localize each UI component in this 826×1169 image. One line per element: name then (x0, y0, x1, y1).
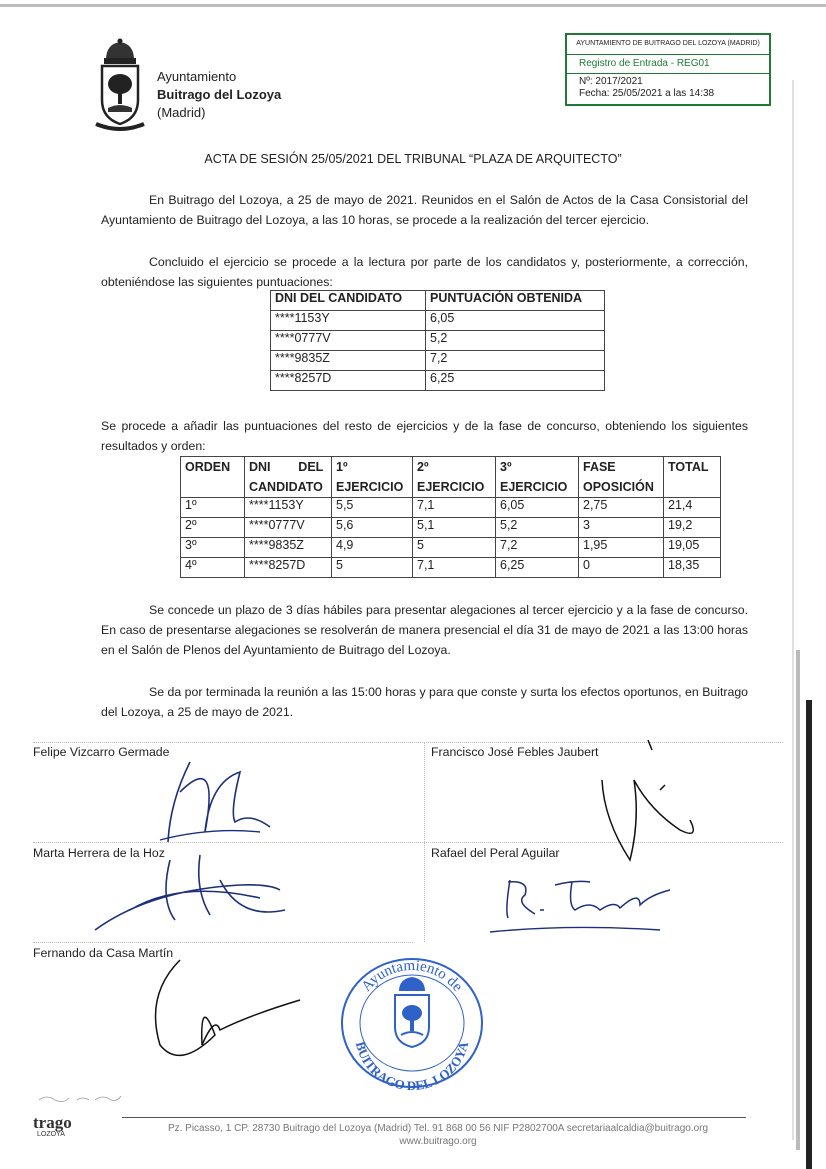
table-cell: 5,2 (426, 331, 605, 351)
signature-divider (33, 942, 413, 943)
scan-top-edge (0, 4, 826, 7)
table-row (181, 538, 721, 558)
handwritten-signature (140, 955, 310, 1075)
header-line-2: Buitrago del Lozoya (157, 87, 282, 102)
table-cell: 5,6 (332, 518, 413, 538)
table-cell: 6,25 (426, 371, 605, 391)
table-cell: 1º (181, 498, 245, 518)
table-cell: 4,9 (332, 538, 413, 558)
paragraph-2 (101, 252, 748, 292)
table-cell: 5,2 (496, 518, 579, 538)
signature-divider (424, 742, 425, 942)
scan-edge-mark (796, 650, 800, 1150)
municipal-crest-icon (92, 38, 148, 132)
scan-edge-mark (792, 80, 794, 1140)
registry-label: Registro de Entrada - REG01 (567, 55, 769, 74)
table-cell: 7,1 (413, 558, 496, 578)
footer-logo-text: trago (33, 1113, 72, 1132)
paragraph-3-text: Se procede a añadir las puntuaciones del resto de ejercicios y de la fase de concurso, obteniendo los siguientes resultados y orden: (101, 419, 748, 453)
paragraph-4-text: Se concede un plazo de 3 días hábiles para presentar alegaciones al tercer ejercicio y a la fase de concurso. En caso de presentarse alegaciones se resolverán de manera presencial el día 31 de mayo de 2021 a las 13:00 horas en el Salón de Plenos del Ayuntamiento de Buitrago del Lozoya. (101, 603, 748, 657)
handwritten-signature (150, 752, 290, 852)
footer-logo-sub: LOZOYA (37, 1131, 65, 1138)
table-cell: 19,05 (664, 538, 721, 558)
official-seal-stamp (337, 955, 487, 1091)
handwritten-signature (90, 850, 290, 940)
table-row (181, 518, 721, 538)
table-cell: 0 (579, 558, 664, 578)
table-header: DNI DEL CANDIDATO (271, 291, 426, 311)
scan-edge-mark (806, 700, 812, 1169)
table-cell: 3º (181, 538, 245, 558)
table-cell: 5,1 (413, 518, 496, 538)
table-header: PUNTUACIÓN OBTENIDA (426, 291, 605, 311)
table-cell: 6,25 (496, 558, 579, 578)
table-cell: ****0777V (271, 331, 426, 351)
table-cell: ****9835Z (245, 538, 332, 558)
table-cell: 7,1 (413, 498, 496, 518)
table-row (271, 331, 605, 351)
header-line-3: (Madrid) (157, 105, 206, 120)
table-row (271, 311, 605, 331)
table-cell: 1,95 (579, 538, 664, 558)
table-cell: 4º (181, 558, 245, 578)
paragraph-1 (101, 190, 748, 230)
results-table (180, 456, 721, 578)
table-cell: 2,75 (579, 498, 664, 518)
table-cell: 5,5 (332, 498, 413, 518)
table-row (271, 371, 605, 391)
table-cell: ****1153Y (271, 311, 426, 331)
table-cell: ****0777V (245, 518, 332, 538)
table-row (271, 351, 605, 371)
table-cell: ****1153Y (245, 498, 332, 518)
handwritten-signature (480, 870, 680, 940)
table-header: 1º EJERCICIO (332, 457, 413, 498)
table-cell: 5 (332, 558, 413, 578)
table-header: DNI DEL CANDIDATO (245, 457, 332, 498)
signatory-name: Marta Herrera de la Hoz (33, 846, 165, 860)
table-header: 3º EJERCICIO (496, 457, 579, 498)
footer-website: www.buitrago.org (399, 1136, 477, 1147)
table-header: FASE OPOSICIÓN (579, 457, 664, 498)
table-cell: 21,4 (664, 498, 721, 518)
footer (118, 1122, 758, 1148)
signatory-name: Fernando da Casa Martín (33, 946, 174, 960)
signatory-name: Felipe Vizcarro Germade (33, 745, 170, 759)
registry-org: AYUNTAMIENTO DE BUITRAGO DEL LOZOYA (MADRID) (567, 35, 769, 55)
table-header: ORDEN (181, 457, 245, 498)
paragraph-5 (101, 682, 748, 722)
table-header: 2º EJERCICIO (413, 457, 496, 498)
footer-divider (122, 1117, 746, 1118)
table-cell: 19,2 (664, 518, 721, 538)
paragraph-5-text: Se da por terminada la reunión a las 15:00 horas y para que conste y surta los efectos oportunos, en Buitrago del Lozoya, a 25 de mayo de 2021. (101, 685, 748, 719)
table-row (181, 498, 721, 518)
footer-logo (33, 1088, 123, 1138)
table-cell: 7,2 (426, 351, 605, 371)
registry-stamp (565, 33, 771, 106)
table-cell: 6,05 (426, 311, 605, 331)
table-cell: 5 (413, 538, 496, 558)
paragraph-4 (101, 600, 748, 660)
table-cell: 7,2 (496, 538, 579, 558)
registry-number: Nº: 2017/2021 (579, 76, 643, 87)
signatory-name: Rafael del Peral Aguilar (431, 846, 560, 860)
table-row (181, 558, 721, 578)
header-line-1: Ayuntamiento (157, 69, 237, 84)
signatory-name: Francisco José Febles Jaubert (431, 745, 599, 759)
paragraph-3 (101, 416, 748, 456)
stamp-bottom-text: BUITRAGO DEL LOZOYA (352, 1039, 472, 1091)
paragraph-2-text: Concluido el ejercicio se procede a la lectura por parte de los candidatos y, posteriormente, a corrección, obteniéndose las siguientes puntuaciones: (101, 255, 748, 289)
document-title: ACTA DE SESIÓN 25/05/2021 DEL TRIBUNAL “PLAZA DE ARQUITECTO” (204, 152, 622, 166)
stamp-top-text: Ayuntamiento de (358, 957, 466, 995)
footer-address: Pz. Picasso, 1 CP. 28730 Buitrago del Lozoya (Madrid) Tel. 91 868 00 56 NIF P2802700A secretariaalcaldia@buitrago.org (167, 1123, 709, 1134)
paragraph-1-text: En Buitrago del Lozoya, a 25 de mayo de 2021. Reunidos en el Salón de Actos de la Casa Consistorial del Ayuntamiento de Buitrago del Lozoya, a las 10 horas, se procede a la realización del tercer ejercicio. (101, 193, 748, 227)
table-cell: 2º (181, 518, 245, 538)
footer-logo-script (33, 1088, 123, 1110)
table-cell: ****9835Z (271, 351, 426, 371)
table-cell: 6,05 (496, 498, 579, 518)
table-cell: ****8257D (271, 371, 426, 391)
table-cell: 18,35 (664, 558, 721, 578)
municipality-name (157, 68, 281, 122)
registry-date: Fecha: 25/05/2021 a las 14:38 (579, 88, 715, 99)
handwritten-signature (590, 740, 710, 870)
table-cell: 3 (579, 518, 664, 538)
table-header: TOTAL (664, 457, 721, 498)
table-cell: ****8257D (245, 558, 332, 578)
scores-table (270, 290, 605, 391)
